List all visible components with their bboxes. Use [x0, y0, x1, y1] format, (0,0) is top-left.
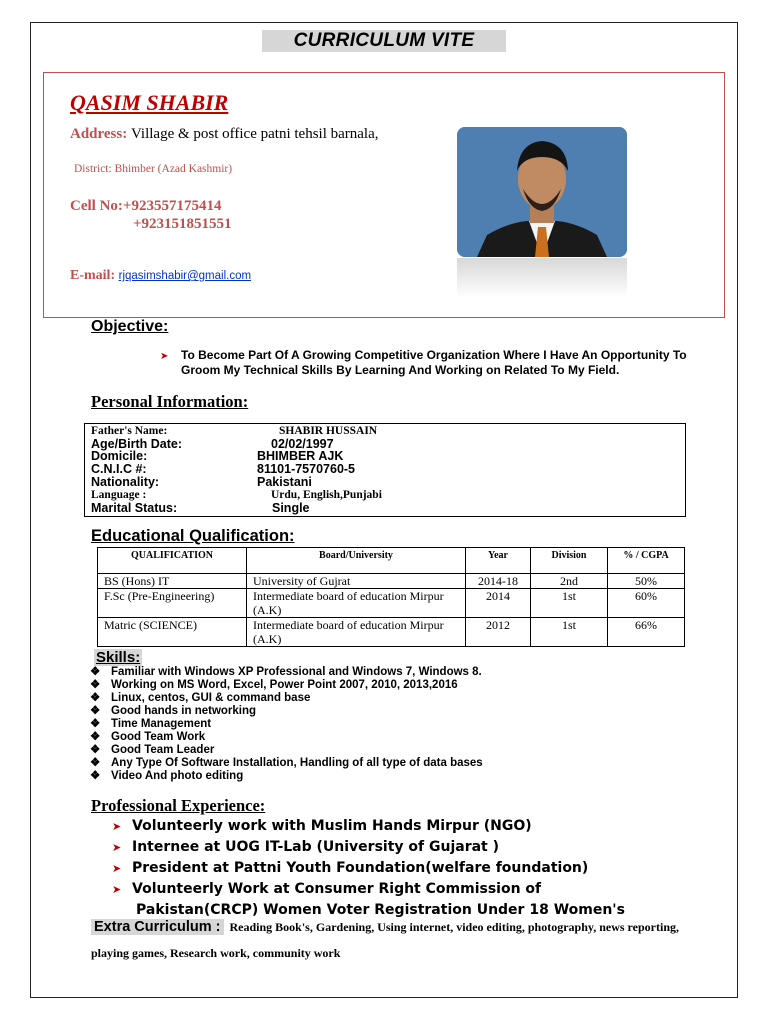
column-header: Board/University: [247, 548, 466, 574]
personal-value: Single: [272, 501, 310, 515]
personal-value: BHIMBER AJK: [257, 449, 344, 463]
skill-text: Familiar with Windows XP Professional and Windows 7, Windows 8.: [111, 666, 482, 678]
extra-curriculum-heading: Extra Curriculum :: [91, 919, 224, 935]
table-cell: University of Gujrat: [247, 574, 466, 589]
list-item: [112, 879, 625, 900]
arrow-bullet-icon: ➤: [160, 351, 169, 362]
personal-key: C.N.I.C #:: [91, 462, 147, 476]
personal-row: [91, 463, 681, 476]
education-heading: Educational Qualification:: [91, 527, 295, 545]
experience-heading: Professional Experience:: [91, 796, 266, 815]
table-cell: 2nd: [531, 574, 608, 589]
objective-text: To Become Part Of A Growing Competitive Organization Where I Have An Opportunity To Groom My Technical Skills By Learning And Working on Related To My Field.: [181, 348, 687, 377]
arrow-bullet-icon: ➤: [112, 820, 122, 833]
experience-text: Volunteerly work with Muslim Hands Mirpur (NGO): [132, 818, 532, 834]
arrow-bullet-icon: ➤: [112, 883, 122, 896]
table-cell: F.Sc (Pre-Engineering): [98, 589, 247, 618]
table-cell: 1st: [531, 618, 608, 647]
personal-value: SHABIR HUSSAIN: [279, 425, 378, 437]
table-header-row: [98, 548, 685, 574]
list-item: [90, 744, 483, 757]
list-item: [90, 666, 483, 679]
personal-value: Urdu, English,Punjabi: [271, 489, 382, 501]
cell-numbers: [70, 196, 221, 216]
diamond-bullet-icon: ❖: [90, 757, 101, 769]
table-cell: 1st: [531, 589, 608, 618]
list-item: [90, 757, 483, 770]
address-label: Address: [70, 126, 123, 142]
experience-text: Internee at UOG IT-Lab (University of Gujarat ): [132, 839, 500, 855]
personal-key: Nationality:: [91, 475, 160, 489]
document-title: CURRICULUM VITE: [262, 30, 506, 52]
diamond-bullet-icon: ❖: [90, 692, 101, 704]
list-item: [90, 770, 483, 783]
email-link[interactable]: rjqasimshabir@gmail.com: [118, 270, 252, 282]
cell-label: Cell No:: [70, 198, 123, 214]
arrow-bullet-icon: ➤: [112, 841, 122, 854]
personal-key: Language :: [91, 489, 147, 501]
experience-text: Volunteerly Work at Consumer Right Commission of: [132, 881, 542, 897]
list-item: [90, 731, 483, 744]
skill-text: Linux, centos, GUI & command base: [111, 692, 311, 704]
skill-text: Working on MS Word, Excel, Power Point 2007, 2010, 2013,2016: [111, 679, 458, 691]
table-row: [98, 618, 685, 647]
table-cell: 2014-18: [466, 574, 531, 589]
diamond-bullet-icon: ❖: [90, 679, 101, 691]
list-item: [90, 718, 483, 731]
table-cell: 2012: [466, 618, 531, 647]
personal-key: Age/Birth Date:: [91, 437, 182, 451]
photo-reflection: [457, 258, 627, 298]
list-item: [90, 705, 483, 718]
candidate-name: QASIM SHABIR: [70, 90, 229, 115]
table-cell: 2014: [466, 589, 531, 618]
column-header: Division: [531, 548, 608, 574]
column-header: QUALIFICATION: [98, 548, 247, 574]
table-cell: Matric (SCIENCE): [98, 618, 247, 647]
skill-text: Good Team Leader: [111, 744, 215, 756]
experience-text: President at Pattni Youth Foundation(welfare foundation): [132, 860, 589, 876]
skills-heading: Skills:: [96, 649, 141, 666]
diamond-bullet-icon: ❖: [90, 731, 101, 743]
skill-text: Video And photo editing: [111, 770, 244, 782]
extra-curriculum: [91, 914, 711, 966]
table-row: [98, 574, 685, 589]
experience-list: [112, 816, 625, 920]
objective-heading: Objective:: [91, 318, 169, 335]
diamond-bullet-icon: ❖: [90, 718, 101, 730]
diamond-bullet-icon: ❖: [90, 744, 101, 756]
address: Address: Village & post office patni tehsil barnala,: [70, 126, 379, 142]
skill-text: Good hands in networking: [111, 705, 257, 717]
arrow-bullet-icon: ➤: [112, 862, 122, 875]
personal-key: Domicile:: [91, 449, 148, 463]
personal-row: [91, 450, 681, 463]
table-cell: 60%: [608, 589, 685, 618]
column-header: % / CGPA: [608, 548, 685, 574]
profile-photo: [457, 127, 627, 257]
personal-row: [91, 489, 681, 502]
personal-value: 02/02/1997: [271, 437, 334, 451]
personal-row: [91, 502, 681, 515]
diamond-bullet-icon: ❖: [90, 666, 101, 678]
skill-text: Any Type Of Software Installation, Handling of all type of data bases: [111, 757, 483, 769]
skill-text: Time Management: [111, 718, 212, 730]
diamond-bullet-icon: ❖: [90, 770, 101, 782]
personal-info-heading: Personal Information:: [91, 392, 249, 411]
cell-number-2: +923151851551: [133, 216, 232, 232]
address-line: Village & post office patni tehsil barnala,: [131, 126, 379, 142]
personal-value: Pakistani: [257, 475, 312, 489]
table-cell: 50%: [608, 574, 685, 589]
list-item: [90, 692, 483, 705]
list-item: [112, 837, 625, 858]
personal-row: [91, 476, 681, 489]
table-cell: BS (Hons) IT: [98, 574, 247, 589]
personal-value: 81101-7570760-5: [257, 462, 356, 476]
experience-text: Pakistan(CRCP) Women Voter Registration Under 18 Women's: [136, 902, 625, 918]
table-cell: Intermediate board of education Mirpur (A.K): [247, 618, 466, 647]
diamond-bullet-icon: ❖: [90, 705, 101, 717]
table-row: [98, 589, 685, 618]
district: District: Bhimber (Azad Kashmir): [74, 163, 233, 175]
personal-info-box: [84, 423, 686, 517]
skill-text: Good Team Work: [111, 731, 206, 743]
cell-number-1: +923557175414: [122, 198, 222, 214]
email: [70, 268, 251, 284]
personal-key: Marital Status:: [91, 501, 178, 515]
personal-key: Father's Name:: [91, 425, 168, 437]
extra-curriculum-text: Reading Book's, Gardening, Using internet, video editing, photography, news reporting, playing games, Research work, community work: [91, 920, 679, 960]
list-item: [112, 816, 625, 837]
skills-list: [90, 666, 483, 783]
email-label: E-mail:: [70, 268, 116, 283]
table-cell: 66%: [608, 618, 685, 647]
table-cell: Intermediate board of education Mirpur (A.K): [247, 589, 466, 618]
list-item: [112, 858, 625, 879]
education-table: [97, 547, 685, 647]
list-item: [90, 679, 483, 692]
column-header: Year: [466, 548, 531, 574]
